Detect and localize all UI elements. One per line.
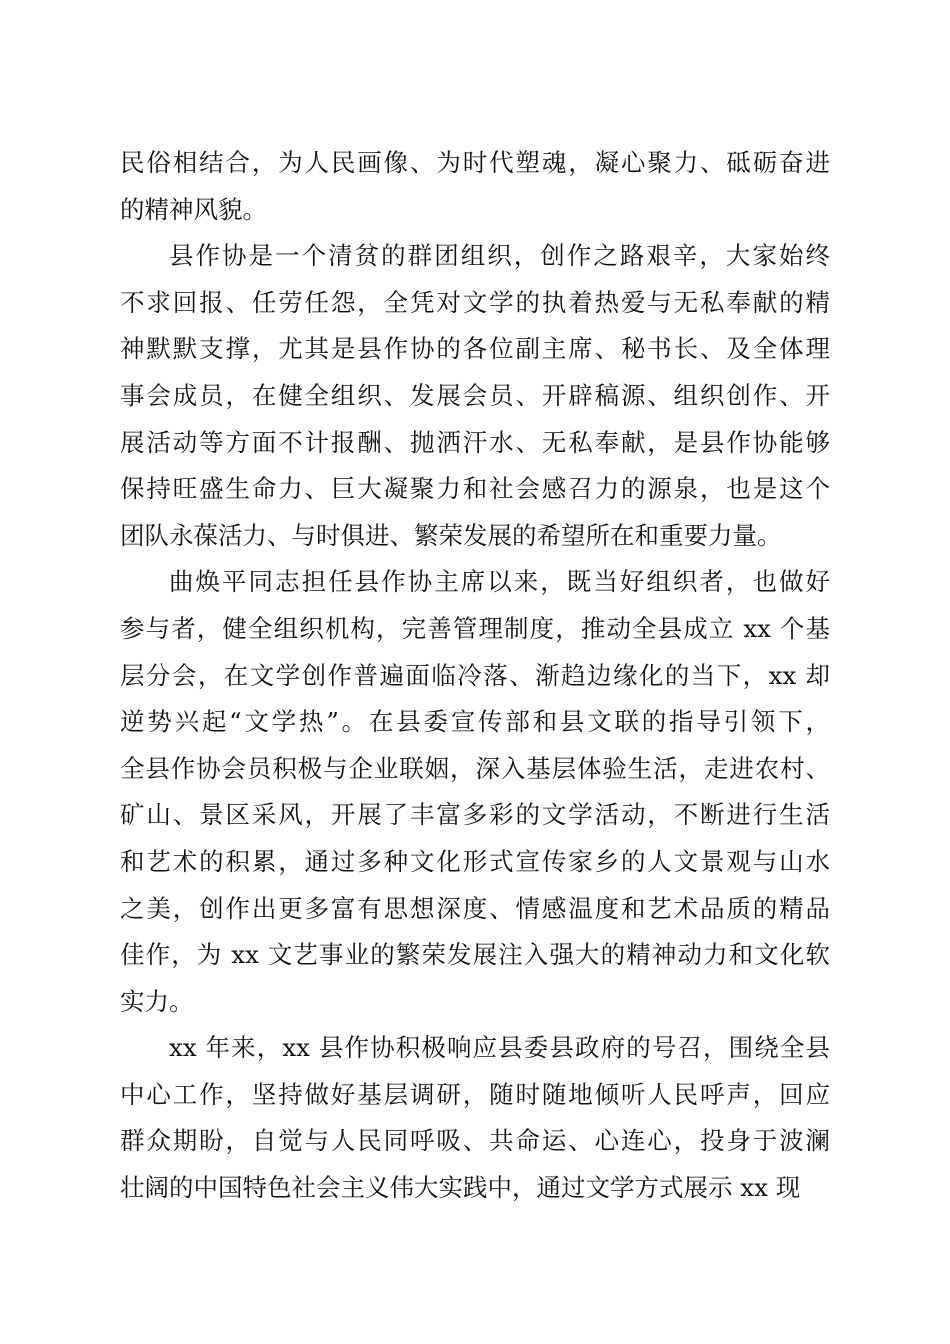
paragraph [120,233,830,559]
text-line: 层分会，在文学创作普遍面临冷落、渐趋边缘化的当下，xx 却 [120,660,830,690]
text-line: 壮阔的中国特色社会主义伟大实践中，通过文学方式展示 xx 现 [120,1173,801,1203]
paragraph [120,559,830,1025]
text-line: 的精神风貌。 [120,194,267,224]
text-line: 曲焕平同志担任县作协主席以来，既当好组织者，也做好 [169,567,830,597]
text-line: 县作协是一个清贫的群团组织，创作之路艰辛，大家始终 [169,241,830,271]
text-line: 展活动等方面不计报酬、抛洒汗水、无私奉献，是县作协能够 [120,427,830,457]
text-line: 和艺术的积累，通过多种文化形式宣传家乡的人文景观与山水 [120,846,830,876]
paragraph [120,1025,830,1211]
text-line: 民俗相结合，为人民画像、为时代塑魂，凝心聚力、砥砺奋进 [120,148,830,177]
text-line: 实力。 [120,986,194,1016]
body-text [120,140,830,1212]
text-line: xx 年来，xx 县作协积极响应县委县政府的号召，围绕全县 [169,1033,830,1063]
text-line: 佳作，为 xx 文艺事业的繁荣发展注入强大的精神动力和文化软 [120,940,830,970]
text-line: 中心工作，坚持做好基层调研，随时随地倾听人民呼声，回应 [120,1079,830,1109]
text-line: 群众期盼，自觉与人民同呼吸、共命运、心连心，投身于波澜 [120,1126,830,1156]
text-line: 之美，创作出更多富有思想深度、情感温度和艺术品质的精品 [120,893,830,923]
paragraph [120,140,830,233]
text-line: 事会成员，在健全组织、发展会员、开辟稿源、组织创作、开 [120,380,830,410]
text-line: 团队永葆活力、与时俱进、繁荣发展的希望所在和重要力量。 [120,520,782,550]
text-line: 全县作协会员积极与企业联姻，深入基层体验生活，走进农村、 [120,753,830,783]
text-line: 保持旺盛生命力、巨大凝聚力和社会感召力的源泉，也是这个 [120,474,830,504]
text-line: 神默默支撑，尤其是县作协的各位副主席、秘书长、及全体理 [120,334,830,364]
text-line: 参与者，健全组织机构，完善管理制度，推动全县成立 xx 个基 [120,613,830,643]
text-line: 不求回报、任劳任怨，全凭对文学的执着热爱与无私奉献的精 [120,287,830,317]
text-line: 矿山、景区采风，开展了丰富多彩的文学活动，不断进行生活 [120,800,830,830]
text-line: 逆势兴起“文学热”。在县委宣传部和县文联的指导引领下， [120,707,830,737]
